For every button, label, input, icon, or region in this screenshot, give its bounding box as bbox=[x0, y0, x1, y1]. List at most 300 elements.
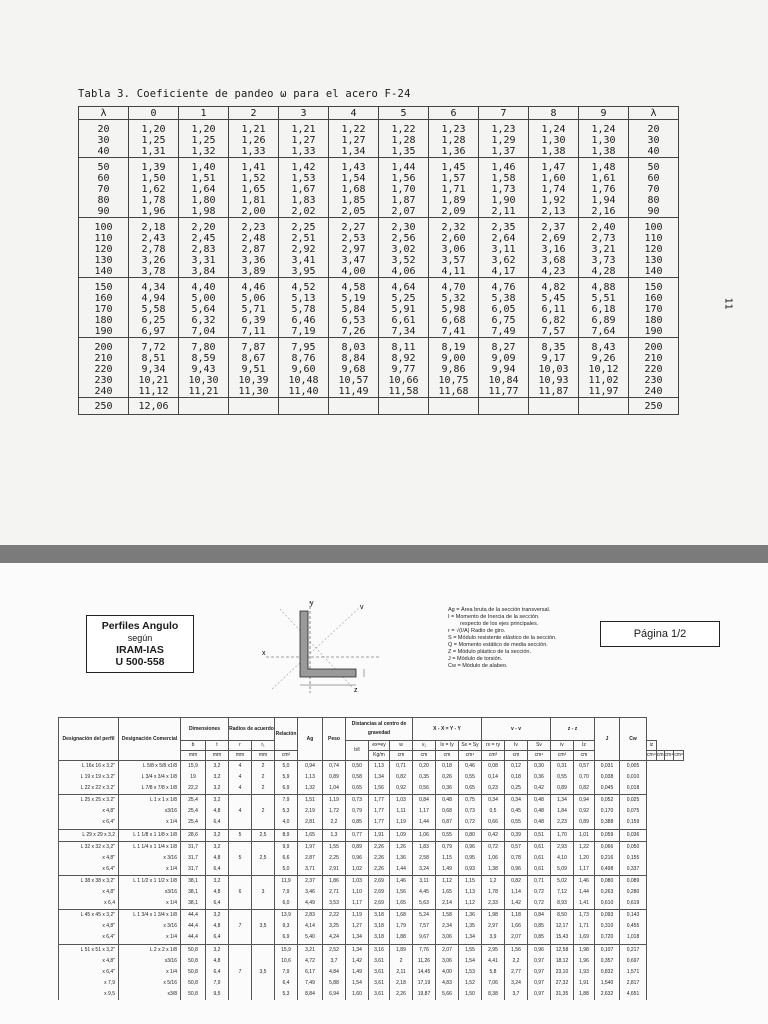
table-3-cell bbox=[579, 398, 629, 415]
table-cell: 0,71 bbox=[528, 875, 551, 887]
table-cell: L 1 3/4 x 1 3/4 x 1/8 bbox=[119, 910, 181, 922]
table-row bbox=[59, 875, 684, 887]
symbol-legend bbox=[448, 607, 557, 670]
table-cell: 0,58 bbox=[346, 772, 369, 783]
table-cell: 15,9 bbox=[181, 761, 206, 773]
table-cell: 0,79 bbox=[436, 841, 459, 853]
table-3-cell: 1,30 bbox=[529, 135, 579, 146]
table-3-cell: 3,41 bbox=[279, 255, 329, 266]
table-cell: 2 bbox=[252, 772, 275, 783]
table-3-cell: 5,51 bbox=[579, 293, 629, 304]
table-3-row bbox=[79, 146, 679, 158]
table-3-cell: 1,61 bbox=[579, 173, 629, 184]
table-3-cell: 3,62 bbox=[479, 255, 529, 266]
table-cell: 3,11 bbox=[413, 875, 436, 887]
table-cell: 0,018 bbox=[620, 783, 647, 795]
table-3-cell: 7,95 bbox=[279, 338, 329, 354]
table-cell: 4,83 bbox=[436, 978, 459, 989]
table-cell: 1,65 bbox=[298, 829, 323, 841]
table-cell: 3,61 bbox=[369, 989, 390, 1000]
table-cell: 1,56 bbox=[369, 783, 390, 795]
table-cell: 0,61 bbox=[528, 853, 551, 864]
table-3-cell: 2,07 bbox=[379, 206, 429, 218]
table-cell: 0,92 bbox=[390, 783, 413, 795]
table-cell: 1,91 bbox=[369, 829, 390, 841]
table-3-cell: 1,25 bbox=[129, 135, 179, 146]
unit-cell: mm bbox=[252, 751, 275, 761]
table-3-cell: 6,68 bbox=[429, 315, 479, 326]
table-cell bbox=[252, 898, 275, 910]
table-3-cell: 3,52 bbox=[379, 255, 429, 266]
table-cell: 31,7 bbox=[181, 853, 206, 864]
table-3-cell: 60 bbox=[79, 173, 129, 184]
table-cell: 2,5 bbox=[252, 853, 275, 864]
table-3-cell: 11,77 bbox=[479, 386, 529, 398]
table-cell: 0,97 bbox=[528, 956, 551, 967]
table-3-cell: 190 bbox=[79, 326, 129, 338]
table-cell: L 29 x 29 x 3,2 bbox=[59, 829, 119, 841]
table-cell: 3,7 bbox=[323, 956, 346, 967]
table-3-cell: 1,21 bbox=[229, 120, 279, 136]
table-cell: 0,143 bbox=[620, 910, 647, 922]
table-3-cell: 2,11 bbox=[479, 206, 529, 218]
table-3-cell: 1,22 bbox=[379, 120, 429, 136]
table-3-cell: 60 bbox=[629, 173, 679, 184]
table-3-cell: 120 bbox=[79, 244, 129, 255]
unit-cell: cm bbox=[436, 751, 459, 761]
table-3-cell: λ bbox=[79, 107, 129, 120]
table-cell: L 25 x 25 x 3.2" bbox=[59, 795, 119, 807]
table-3-cell: 1,43 bbox=[329, 158, 379, 174]
table-3-cell: 1,27 bbox=[329, 135, 379, 146]
unit-cell: cm³ bbox=[482, 751, 505, 761]
table-cell bbox=[252, 817, 275, 829]
table-cell: 3,06 bbox=[436, 932, 459, 944]
table-3-cell bbox=[279, 398, 329, 415]
table-3-cell: 2,00 bbox=[229, 206, 279, 218]
table-cell: 1,55 bbox=[459, 944, 482, 956]
table-cell: 11,26 bbox=[413, 956, 436, 967]
table-cell: 0,18 bbox=[436, 761, 459, 773]
table-3-cell: 6,11 bbox=[529, 304, 579, 315]
table-cell: 3,2 bbox=[206, 944, 229, 956]
table-cell: x 6,4 bbox=[59, 898, 119, 910]
table-cell: 3 bbox=[252, 887, 275, 898]
table-cell bbox=[229, 898, 252, 910]
table-3-row bbox=[79, 375, 679, 386]
table-cell: 6,0 bbox=[275, 898, 298, 910]
table-cell: x 1/4 bbox=[119, 932, 181, 944]
table-cell: 2,91 bbox=[323, 864, 346, 876]
table-3-cell: 10,39 bbox=[229, 375, 279, 386]
table-cell: 4,45 bbox=[413, 887, 436, 898]
table-cell: 1,06 bbox=[413, 829, 436, 841]
table-3-cell: 8,84 bbox=[329, 353, 379, 364]
subheader-cell: v₁ bbox=[413, 741, 436, 751]
table-cell: 7 bbox=[229, 967, 252, 978]
table-cell: 2,07 bbox=[505, 932, 528, 944]
table-3-cell: 10,21 bbox=[129, 375, 179, 386]
table-cell: L 32 x 32 x 3,2" bbox=[59, 841, 119, 853]
table-cell: 3,18 bbox=[369, 921, 390, 932]
table-3-row bbox=[79, 233, 679, 244]
table-cell: 1,69 bbox=[574, 932, 595, 944]
table-cell: x 9,5 bbox=[59, 989, 119, 1000]
table-3-row bbox=[79, 304, 679, 315]
table-3-cell: 1,96 bbox=[129, 206, 179, 218]
table-3-cell bbox=[529, 398, 579, 415]
table-cell: 3,5 bbox=[252, 921, 275, 932]
table-cell: 5,02 bbox=[551, 875, 574, 887]
table-cell: 1,78 bbox=[482, 887, 505, 898]
table-3-cell: 1,81 bbox=[229, 195, 279, 206]
table-cell: 2,2 bbox=[323, 817, 346, 829]
table-cell: 25,4 bbox=[181, 817, 206, 829]
table-cell: x 3/16 bbox=[119, 921, 181, 932]
table-cell: 2,19 bbox=[298, 806, 323, 817]
table-cell: 3,5 bbox=[252, 967, 275, 978]
unit-cell: cm⁴ bbox=[528, 751, 551, 761]
table-3-cell: 5 bbox=[379, 107, 429, 120]
table-3-cell: 4,70 bbox=[429, 278, 479, 294]
table-cell: 2,34 bbox=[436, 921, 459, 932]
table-cell: x3/16 bbox=[119, 806, 181, 817]
table-3-cell: 4 bbox=[329, 107, 379, 120]
table-cell: 0,89 bbox=[346, 841, 369, 853]
table-row bbox=[59, 910, 684, 922]
table-cell: 0,82 bbox=[505, 875, 528, 887]
table-cell: 0,46 bbox=[459, 761, 482, 773]
table-cell: 3,53 bbox=[323, 898, 346, 910]
table-cell: 5,24 bbox=[413, 910, 436, 922]
table-cell: 0,075 bbox=[620, 806, 647, 817]
table-cell: 1,60 bbox=[346, 989, 369, 1000]
table-3-cell: 6,25 bbox=[129, 315, 179, 326]
table-cell: 0,55 bbox=[551, 772, 574, 783]
table-cell: 1,34 bbox=[459, 932, 482, 944]
table-3-cell: 1,64 bbox=[179, 184, 229, 195]
table-cell: 1,72 bbox=[323, 806, 346, 817]
table-3-cell: 150 bbox=[629, 278, 679, 294]
table-cell bbox=[229, 989, 252, 1000]
table-3-cell: 3,21 bbox=[579, 244, 629, 255]
table-cell: 3,71 bbox=[298, 864, 323, 876]
table-cell: 0,697 bbox=[620, 956, 647, 967]
table-3-cell: 2 bbox=[229, 107, 279, 120]
table-3-cell: 1,87 bbox=[379, 195, 429, 206]
table-3-cell: 5,38 bbox=[479, 293, 529, 304]
table-cell: 2,632 bbox=[595, 989, 620, 1000]
table-3-cell: 7,34 bbox=[379, 326, 429, 338]
table-cell: 3,24 bbox=[413, 864, 436, 876]
table-3-cell: 10,03 bbox=[529, 364, 579, 375]
table-cell: 2,77 bbox=[505, 967, 528, 978]
table-cell: 38,1 bbox=[181, 875, 206, 887]
table-row bbox=[59, 761, 684, 773]
table-3-cell: 2,37 bbox=[529, 218, 579, 234]
table-cell: 2,81 bbox=[298, 817, 323, 829]
subheader-cell: iv bbox=[551, 741, 574, 751]
table-3-cell: 9,60 bbox=[279, 364, 329, 375]
table-3-cell: 160 bbox=[79, 293, 129, 304]
header-cell: Designación Comercial bbox=[119, 718, 181, 761]
table-cell: 4,49 bbox=[298, 898, 323, 910]
table-cell: 1,13 bbox=[298, 772, 323, 783]
table-cell: 0,55 bbox=[459, 772, 482, 783]
table-3-cell: 1,33 bbox=[279, 146, 329, 158]
table-cell: 4 bbox=[229, 783, 252, 795]
table-cell: 0,20 bbox=[413, 761, 436, 773]
table-cell: 2 bbox=[390, 956, 413, 967]
table-cell: 2,26 bbox=[369, 853, 390, 864]
table-3-cell: 3,84 bbox=[179, 266, 229, 278]
table-3-cell: 2,51 bbox=[279, 233, 329, 244]
table-row bbox=[59, 772, 684, 783]
table-cell: L 19 x 19 x 3.2" bbox=[59, 772, 119, 783]
table-3-cell: 8,76 bbox=[279, 353, 329, 364]
table-3-cell: 7,64 bbox=[579, 326, 629, 338]
table-3-cell: 2,60 bbox=[429, 233, 479, 244]
table-cell: 0,71 bbox=[390, 761, 413, 773]
table-3-cell: 2,78 bbox=[129, 244, 179, 255]
table-cell: 2,07 bbox=[436, 944, 459, 956]
table-cell: 0,94 bbox=[574, 795, 595, 807]
table-3-cell: 6,46 bbox=[279, 315, 329, 326]
table-3-cell: 2,97 bbox=[329, 244, 379, 255]
table-cell bbox=[229, 932, 252, 944]
table-cell: 3,61 bbox=[369, 978, 390, 989]
table-cell: 0,010 bbox=[620, 772, 647, 783]
table-3-cell: 9,86 bbox=[429, 364, 479, 375]
table-cell: 12,17 bbox=[551, 921, 574, 932]
table-cell: 23,10 bbox=[551, 967, 574, 978]
table-3-cell: 4,88 bbox=[579, 278, 629, 294]
table-row bbox=[59, 864, 684, 876]
table-cell: 1,018 bbox=[620, 932, 647, 944]
table-cell: 3,25 bbox=[323, 921, 346, 932]
table-3-cell: 1,68 bbox=[329, 184, 379, 195]
table-3-cell: 1,98 bbox=[179, 206, 229, 218]
table-3-cell: 10,93 bbox=[529, 375, 579, 386]
table-3-cell: 1,28 bbox=[379, 135, 429, 146]
table-row bbox=[59, 989, 684, 1000]
table-cell: 0,48 bbox=[436, 795, 459, 807]
table-cell bbox=[229, 875, 252, 887]
table-cell bbox=[252, 978, 275, 989]
table-3-row bbox=[79, 218, 679, 234]
table-3-cell: 4,76 bbox=[479, 278, 529, 294]
table-3-cell: 20 bbox=[629, 120, 679, 136]
table-cell: 8,50 bbox=[551, 910, 574, 922]
table-cell: L 3/4 x 3/4 x 1/8 bbox=[119, 772, 181, 783]
table-cell: 0,97 bbox=[528, 978, 551, 989]
table-3-cell: 1,32 bbox=[179, 146, 229, 158]
table-cell: x 6,4" bbox=[59, 817, 119, 829]
table-cell: 0,35 bbox=[413, 772, 436, 783]
table-3-cell: 10,12 bbox=[579, 364, 629, 375]
table-cell: 0,61 bbox=[528, 841, 551, 853]
table-cell: 0,82 bbox=[390, 772, 413, 783]
table-cell: 1,55 bbox=[323, 841, 346, 853]
table-cell: 1,12 bbox=[459, 898, 482, 910]
table-cell: 1,36 bbox=[459, 910, 482, 922]
table-3-row bbox=[79, 293, 679, 304]
table-cell: 0,280 bbox=[620, 887, 647, 898]
subheader-cell: Iz bbox=[574, 741, 595, 751]
table-cell: 5,40 bbox=[298, 932, 323, 944]
table-cell: L 5/8 x 5/8 x1/8 bbox=[119, 761, 181, 773]
table-cell: 0,96 bbox=[505, 864, 528, 876]
table-cell: 2,93 bbox=[551, 841, 574, 853]
table-cell: 0,87 bbox=[436, 817, 459, 829]
table-3-cell: 3,68 bbox=[529, 255, 579, 266]
table-3-cell: 1,26 bbox=[229, 135, 279, 146]
table-3-cell: 4,11 bbox=[429, 266, 479, 278]
table-cell: 9,3 bbox=[275, 921, 298, 932]
table-3-cell: 140 bbox=[629, 266, 679, 278]
table-3-cell: 7,80 bbox=[179, 338, 229, 354]
table-row bbox=[59, 841, 684, 853]
table-3-cell: 210 bbox=[79, 353, 129, 364]
table-cell: 31,35 bbox=[551, 989, 574, 1000]
table-cell: 2,11 bbox=[390, 967, 413, 978]
diagram-label-x: x bbox=[262, 650, 266, 657]
table-cell: 0,61 bbox=[528, 864, 551, 876]
table-cell: 1,65 bbox=[436, 887, 459, 898]
table-cell: 0,65 bbox=[459, 783, 482, 795]
table-cell: 0,89 bbox=[551, 783, 574, 795]
subheader-cell: t bbox=[206, 741, 229, 751]
table-3-cell: 5,84 bbox=[329, 304, 379, 315]
table-3-cell: 3,73 bbox=[579, 255, 629, 266]
table-3-cell: 110 bbox=[79, 233, 129, 244]
table-cell: 6,4 bbox=[206, 898, 229, 910]
table-3-cell: 2,35 bbox=[479, 218, 529, 234]
table-cell: 0,85 bbox=[528, 921, 551, 932]
table-cell: x 5/16 bbox=[119, 978, 181, 989]
table-cell: 1,11 bbox=[390, 806, 413, 817]
table-cell: 1,88 bbox=[390, 932, 413, 944]
table-cell: 1,17 bbox=[413, 806, 436, 817]
unit-cell: mm bbox=[206, 751, 229, 761]
table-3-cell: 1,71 bbox=[429, 184, 479, 195]
table-cell: 0,97 bbox=[528, 989, 551, 1000]
table-cell: 50,8 bbox=[181, 989, 206, 1000]
table-3-row bbox=[79, 158, 679, 174]
table-3-row bbox=[79, 135, 679, 146]
table-3-cell: 1,78 bbox=[129, 195, 179, 206]
table-3-cell: 1,51 bbox=[179, 173, 229, 184]
table-cell: 5,66 bbox=[436, 989, 459, 1000]
table-3-cell: 10,48 bbox=[279, 375, 329, 386]
table-cell: 5,8 bbox=[482, 967, 505, 978]
table-cell: 44,4 bbox=[181, 921, 206, 932]
table-3-cell: 4,52 bbox=[279, 278, 329, 294]
table-3-cell: 3,89 bbox=[229, 266, 279, 278]
table-3-cell: 3,06 bbox=[429, 244, 479, 255]
table-cell: 1,27 bbox=[346, 921, 369, 932]
table-cell: 3,61 bbox=[369, 967, 390, 978]
table-cell: 1,44 bbox=[390, 864, 413, 876]
header-cell: Ag bbox=[298, 718, 323, 761]
table-3-cell: 10,75 bbox=[429, 375, 479, 386]
table-cell: 0,36 bbox=[436, 783, 459, 795]
subheader-cell: r bbox=[229, 741, 252, 751]
table-cell: 7,49 bbox=[298, 978, 323, 989]
legend-line: J = Módulo de torsión. bbox=[448, 656, 503, 662]
table-3-row bbox=[79, 353, 679, 364]
table-cell: 1,88 bbox=[574, 989, 595, 1000]
table-3-row bbox=[79, 255, 679, 266]
table-cell: 1,3 bbox=[323, 829, 346, 841]
table-3-cell: 1,38 bbox=[579, 146, 629, 158]
table-cell: 0,005 bbox=[620, 761, 647, 773]
table-3-cell: 3,57 bbox=[429, 255, 479, 266]
table-3-cell: 11,21 bbox=[179, 386, 229, 398]
table-3-cell: 70 bbox=[79, 184, 129, 195]
table-cell bbox=[252, 944, 275, 956]
table-cell: 4,8 bbox=[206, 921, 229, 932]
table-cell: 1,54 bbox=[459, 956, 482, 967]
table-cell: 3,2 bbox=[206, 910, 229, 922]
table-row bbox=[59, 967, 684, 978]
table-3-row bbox=[79, 278, 679, 294]
table-cell: 0,045 bbox=[595, 783, 620, 795]
table-3-cell: 11,87 bbox=[529, 386, 579, 398]
table-cell: 8,84 bbox=[298, 989, 323, 1000]
legend-line: Ag = Área bruta de la sección transversal. bbox=[448, 607, 551, 613]
table-3-cell: 1,57 bbox=[429, 173, 479, 184]
table-cell: 0,72 bbox=[459, 817, 482, 829]
table-cell: 1,17 bbox=[574, 864, 595, 876]
table-cell: 0,92 bbox=[574, 806, 595, 817]
table-3-cell: 1,85 bbox=[329, 195, 379, 206]
table-cell: 1,36 bbox=[390, 853, 413, 864]
table-3-cell: 2,83 bbox=[179, 244, 229, 255]
table-3-row bbox=[79, 326, 679, 338]
table-3-cell: 7 bbox=[479, 107, 529, 120]
table-3-cell: 1,46 bbox=[479, 158, 529, 174]
table-cell: 0,39 bbox=[505, 829, 528, 841]
table-3-cell: 1,73 bbox=[479, 184, 529, 195]
table-3-cell: 1,29 bbox=[479, 135, 529, 146]
table-cell: x 7,9 bbox=[59, 978, 119, 989]
table-cell: x 1/4 bbox=[119, 898, 181, 910]
table-cell: 6,94 bbox=[323, 989, 346, 1000]
table-cell bbox=[252, 932, 275, 944]
table-3-cell: 5,78 bbox=[279, 304, 329, 315]
table-3-cell: 7,11 bbox=[229, 326, 279, 338]
buckling-coefficient-table bbox=[78, 106, 679, 415]
table-cell: 0,48 bbox=[528, 795, 551, 807]
table-row bbox=[59, 944, 684, 956]
table-cell: 5 bbox=[229, 829, 252, 841]
table-3-cell: 180 bbox=[79, 315, 129, 326]
table-cell: 0,337 bbox=[620, 864, 647, 876]
table-cell: 0,093 bbox=[595, 910, 620, 922]
table-3-cell: 1,28 bbox=[429, 135, 479, 146]
table-3-cell: 7,72 bbox=[129, 338, 179, 354]
table-3-cell: 3 bbox=[279, 107, 329, 120]
table-row bbox=[59, 978, 684, 989]
table-cell: 17,19 bbox=[413, 978, 436, 989]
profile-title: Perfiles Angulo bbox=[101, 620, 179, 632]
table-3-row bbox=[79, 120, 679, 136]
table-cell: 1,09 bbox=[390, 829, 413, 841]
table-cell: 1,46 bbox=[390, 875, 413, 887]
table-3-cell: 1,67 bbox=[279, 184, 329, 195]
table-3-cell: 1,37 bbox=[479, 146, 529, 158]
